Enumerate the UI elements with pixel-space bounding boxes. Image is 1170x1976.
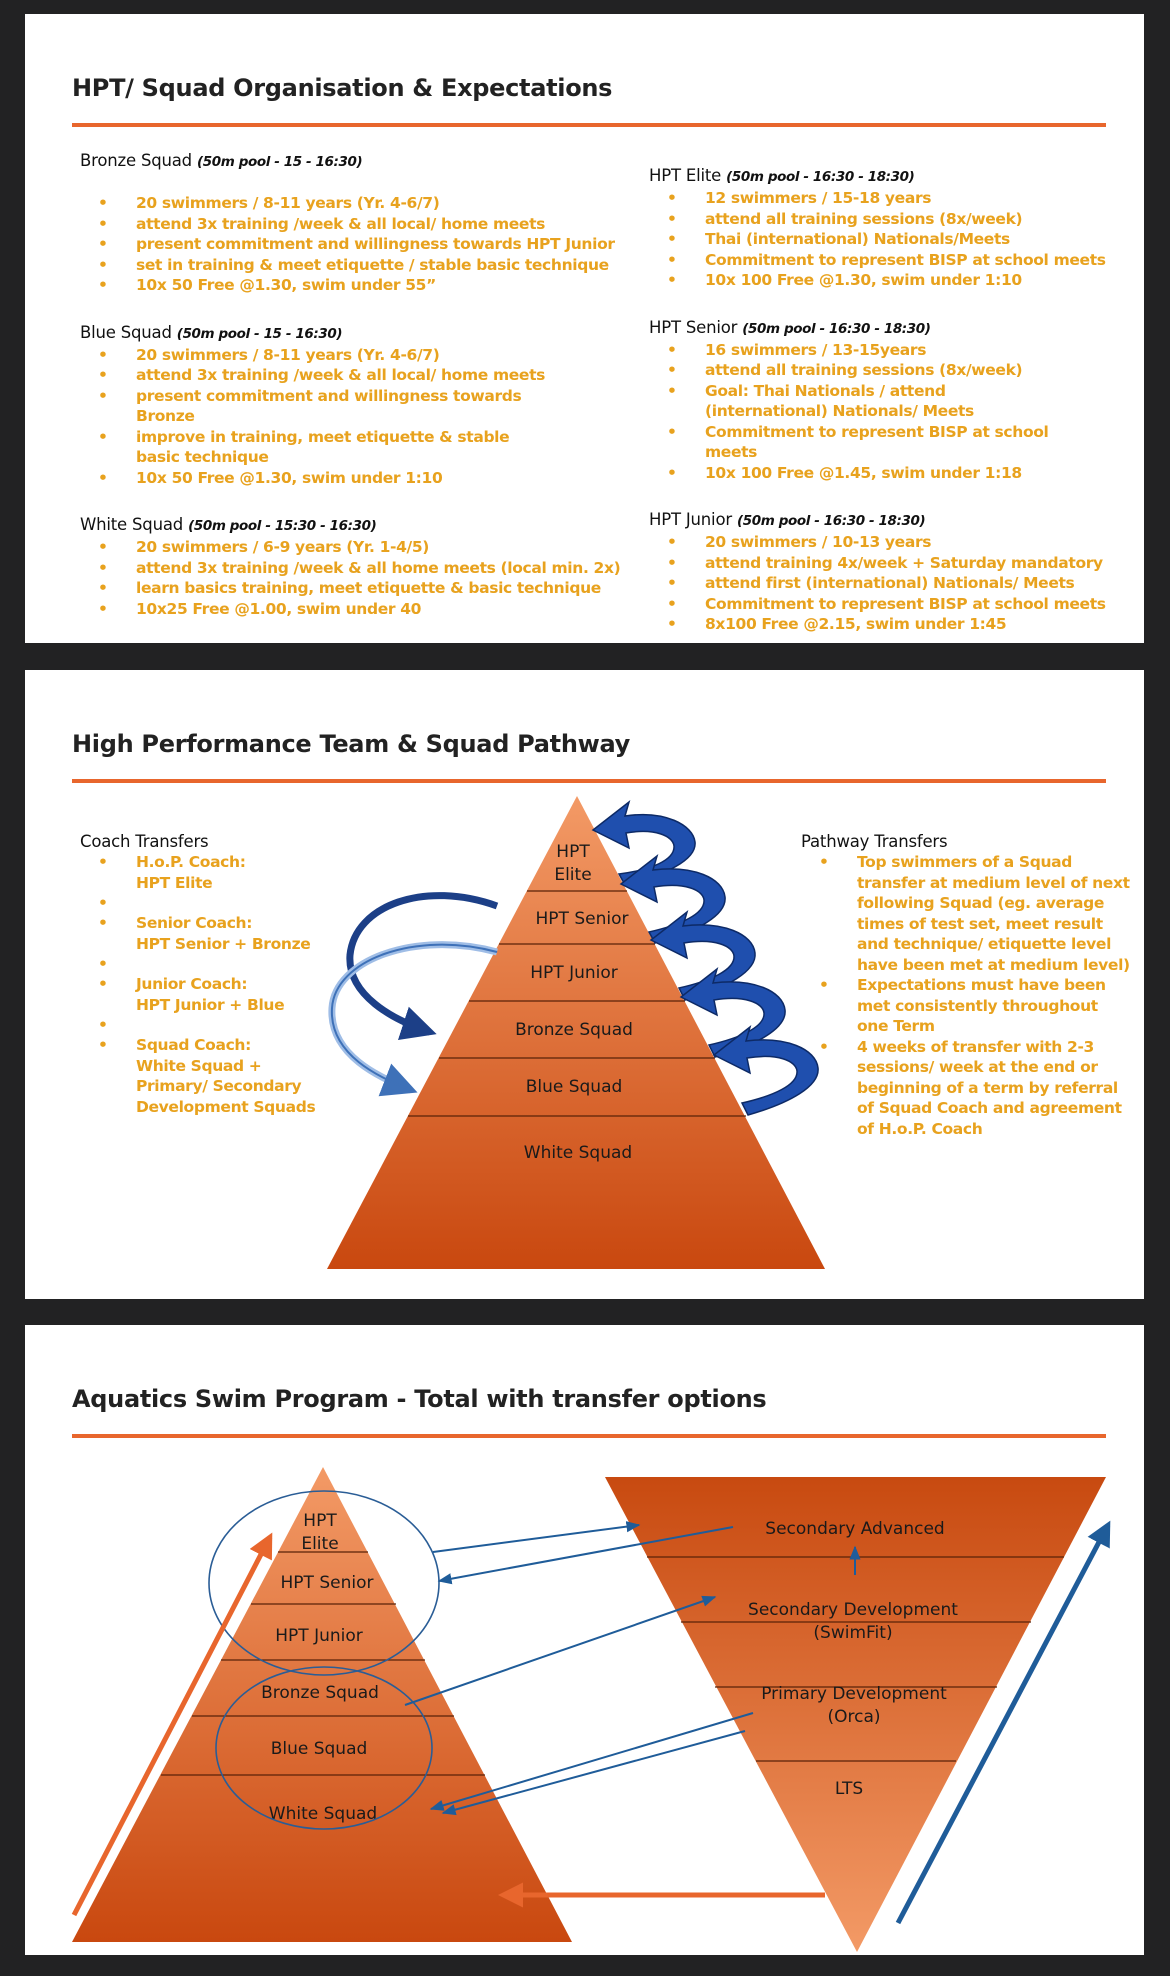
level-hpt-elite: HPT <box>303 1511 337 1531</box>
list-item: • Commitment to represent BISP at school meets <box>649 594 1119 615</box>
list-item: • present commitment and willingness towards HPT Junior <box>80 234 640 255</box>
squad-detail: (50m pool - 15:30 - 16:30) <box>188 518 377 534</box>
list-item: • improve in training, meet etiquette & stable basic technique <box>80 427 550 468</box>
level-hpt-elite-2: Elite <box>554 865 592 885</box>
list-item: • H.o.P. Coach: HPT Elite <box>80 852 340 893</box>
list-item: • 20 swimmers / 8-11 years (Yr. 4-6/7) <box>80 193 640 214</box>
coach-transfers-heading: Coach Transfers <box>80 832 209 851</box>
left-squad-column <box>80 150 640 619</box>
squad-expectations-list <box>649 340 1069 484</box>
page-title: High Performance Team & Squad Pathway <box>72 730 631 758</box>
squad-expectations-list <box>80 193 640 296</box>
level-hpt-senior: HPT Senior <box>280 1573 374 1593</box>
list-item: • Thai (international) Nationals/Meets <box>649 229 1119 250</box>
right-squad-column <box>649 165 1119 635</box>
list-item: • 10x 50 Free @1.30, swim under 55” <box>80 275 640 296</box>
list-item: • 4 weeks of transfer with 2-3 sessions/ week at the end or beginning of a term by referral of Squad Coach and agreement of H.o.P. Coach <box>801 1037 1131 1140</box>
level-hpt-junior: HPT Junior <box>275 1626 363 1646</box>
list-item: • Commitment to represent BISP at school meets <box>649 422 1069 463</box>
level-primary-development: Primary Development <box>761 1684 947 1704</box>
list-item: • attend first (international) Nationals/ Meets <box>649 573 1119 594</box>
list-item: • 20 swimmers / 10-13 years <box>649 532 1119 553</box>
list-item: • 20 swimmers / 6-9 years (Yr. 1-4/5) <box>80 537 640 558</box>
list-item: • Senior Coach: HPT Senior + Bronze <box>80 913 340 954</box>
level-primary-development-2: (Orca) <box>827 1707 881 1727</box>
list-item: • attend all training sessions (8x/week) <box>649 360 1069 381</box>
list-item: • 20 swimmers / 8-11 years (Yr. 4-6/7) <box>80 345 550 366</box>
squad-hpt-senior <box>649 317 1119 484</box>
squad-detail: (50m pool - 16:30 - 18:30) <box>726 169 915 185</box>
level-hpt-senior: HPT Senior <box>535 909 629 929</box>
list-item: • Squad Coach: White Squad + Primary/ Secondary Development Squads <box>80 1035 326 1117</box>
title-divider <box>72 123 1106 127</box>
page-title: Aquatics Swim Program - Total with transfer options <box>72 1385 767 1413</box>
level-blue: Blue Squad <box>270 1739 368 1759</box>
level-blue: Blue Squad <box>525 1077 623 1097</box>
squad-detail: (50m pool - 15 - 16:30) <box>176 325 343 342</box>
pathway-pyramid-diagram <box>25 670 1144 1299</box>
list-item: • attend all training sessions (8x/week) <box>649 209 1119 230</box>
squad-detail: (50m pool - 15 - 16:30) <box>197 154 363 170</box>
list-item: • set in training & meet etiquette / stable basic technique <box>80 255 640 276</box>
list-item: • attend training 4x/week + Saturday mandatory <box>649 553 1119 574</box>
squad-bronze <box>80 150 640 296</box>
slide-squad-pathway <box>25 670 1144 1299</box>
pathway-transfers-heading: Pathway Transfers <box>801 832 948 851</box>
list-item: • Expectations must have been met consistently throughout one Term <box>801 975 1131 1037</box>
squad-detail: (50m pool - 16:30 - 18:30) <box>742 320 931 337</box>
level-white: White Squad <box>523 1143 633 1163</box>
list-item: • present commitment and willingness towards Bronze <box>80 386 550 427</box>
list-item: • 16 swimmers / 13-15years <box>649 340 1069 361</box>
level-secondary-development-2: (SwimFit) <box>813 1623 893 1643</box>
list-item: • 10x25 Free @1.00, swim under 40 <box>80 599 640 620</box>
squad-white <box>80 514 640 619</box>
squad-hpt-junior <box>649 509 1119 635</box>
level-secondary-development: Secondary Development <box>748 1600 958 1620</box>
squad-expectations-list <box>80 345 550 489</box>
level-white: White Squad <box>268 1804 378 1824</box>
squad-expectations-list <box>649 188 1119 291</box>
level-hpt-elite: HPT <box>556 842 590 862</box>
level-lts: LTS <box>834 1779 864 1799</box>
page-title: HPT/ Squad Organisation & Expectations <box>72 74 613 102</box>
list-item: • learn basics training, meet etiquette & basic technique <box>80 578 640 599</box>
squad-expectations-list <box>80 537 640 619</box>
list-item: • attend 3x training /week & all local/ home meets <box>80 214 640 235</box>
level-secondary-advanced: Secondary Advanced <box>765 1519 945 1539</box>
list-item: • 10x 100 Free @1.30, swim under 1:10 <box>649 270 1119 291</box>
list-item: • Commitment to represent BISP at school meets <box>649 250 1119 271</box>
list-item: • attend 3x training /week & all home meets (local min. 2x) <box>80 558 640 579</box>
list-item: • 10x 50 Free @1.30, swim under 1:10 <box>80 468 550 489</box>
squad-detail: (50m pool - 16:30 - 18:30) <box>736 513 926 529</box>
squad-name: HPT Elite <box>649 166 722 185</box>
level-hpt-elite-2: Elite <box>301 1534 339 1554</box>
list-item: • Goal: Thai Nationals / attend (international) Nationals/ Meets <box>649 381 1069 422</box>
program-transfer-diagram <box>25 1325 1144 1955</box>
slide-total-program <box>25 1325 1144 1955</box>
squad-name: HPT Junior <box>649 510 732 529</box>
list-item: • 10x 100 Free @1.45, swim under 1:18 <box>649 463 1069 484</box>
squad-name: HPT Senior <box>649 317 738 337</box>
squad-hpt-elite <box>649 165 1119 291</box>
slide-squad-organisation <box>25 14 1144 643</box>
list-item: • 12 swimmers / 15-18 years <box>649 188 1119 209</box>
squad-blue <box>80 322 640 489</box>
level-bronze: Bronze Squad <box>515 1020 633 1040</box>
list-item: • attend 3x training /week & all local/ home meets <box>80 365 550 386</box>
list-item: • Junior Coach: HPT Junior + Blue <box>80 974 340 1015</box>
squad-name: Blue Squad <box>80 322 172 342</box>
list-item: • Top swimmers of a Squad transfer at medium level of next following Squad (eg. average times of test set, meet result and technique/ etiquette level have been met at medium level) <box>801 852 1131 975</box>
squad-expectations-list <box>649 532 1119 635</box>
list-item: • 8x100 Free @2.15, swim under 1:45 <box>649 614 1119 635</box>
squad-name: White Squad <box>80 515 184 534</box>
squad-name: Bronze Squad <box>80 151 192 170</box>
level-bronze: Bronze Squad <box>261 1683 379 1703</box>
level-hpt-junior: HPT Junior <box>530 963 618 983</box>
